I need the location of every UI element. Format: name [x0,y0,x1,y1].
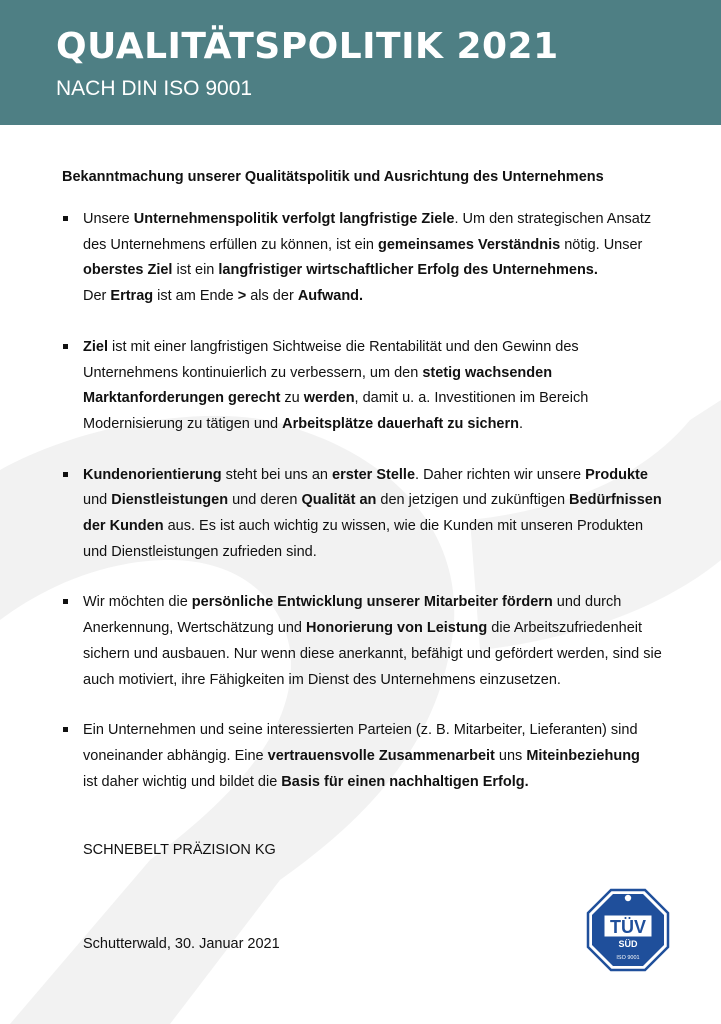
text-run: ist daher wichtig und bildet die [83,773,282,790]
company-name: SCHNEBELT PRÄZISION KG [83,842,276,858]
tuv-sud-seal-logo [586,888,670,972]
text-run: Modernisierung zu tätigen und [83,415,283,432]
seal-iso-lettering: ISO 9001 [616,955,640,961]
text-run: Wir möchten die [83,594,192,611]
place-and-date: Schutterwald, 30. Januar 2021 [83,936,280,952]
text-run: , damit u. a. Investitionen im Bereich [354,390,589,407]
text-run: die Arbeitszufriedenheit [487,620,643,637]
text-run: Unternehmens kontinuierlich zu verbessern, um den [83,364,423,381]
bold-text-run: Aufwand. [297,288,364,305]
bold-text-run: gemeinsames Verständnis [378,236,561,253]
policy-bullet-item [62,463,682,566]
bold-text-run: > [237,288,247,305]
text-run: Der [83,288,111,305]
bold-text-run: Dienstleistungen [111,492,229,509]
text-run: des Unternehmens erfüllen zu können, ist ein [83,236,379,253]
bullet-text [83,590,682,693]
bold-text-run: Miteinbeziehung [526,747,640,764]
policy-bullet-item [62,590,682,693]
bold-text-run: oberstes Ziel [83,262,173,279]
bold-text-run: Unternehmenspolitik verfolgt langfristige Ziele [133,211,455,227]
text-run: steht bei uns an [221,466,332,483]
bullet-marker-icon [63,216,68,221]
text-run: voneinander abhängig. Eine [83,747,268,764]
bold-text-run: Ziel [83,338,108,355]
bullet-marker-icon [63,472,68,477]
header-banner [0,0,721,125]
bold-text-run: Produkte [585,466,648,483]
bold-text-run: Qualität an [301,492,377,509]
text-run: Unsere [83,211,134,227]
bold-text-run: Marktanforderungen gerecht [83,390,281,407]
document-title: QUALITÄTSPOLITIK 2021 [56,26,559,67]
bold-text-run: persönliche Entwicklung unserer Mitarbeiter fördern [191,594,553,611]
bold-text-run: stetig wachsenden [422,364,553,381]
text-run: . [519,415,524,432]
text-run: und deren [228,492,302,509]
bold-text-run: Bedürfnissen [569,492,662,509]
bold-text-run: Basis für einen nachhaltigen Erfolg. [281,773,529,790]
seal-sud-lettering: SÜD [618,939,638,949]
text-run: . Um den strategischen Ansatz [454,211,652,227]
bullet-marker-icon [63,344,68,349]
text-run: Anerkennung, Wertschätzung und [83,620,307,637]
bullet-text [83,718,682,795]
bold-text-run: Honorierung von Leistung [306,620,488,637]
bold-text-run: vertrauensvolle Zusammenarbeit [267,747,495,764]
text-run: . Daher richten wir unsere [415,466,586,483]
text-run: und Dienstleistungen zufrieden sind. [83,543,317,560]
text-run: zu [280,390,304,407]
text-run: und [83,492,112,509]
text-run: nötig. Unser [560,236,643,253]
text-run: Ein Unternehmen und seine interessierten Parteien (z. B. Mitarbeiter, Lieferanten) sind [83,722,638,739]
text-run: und durch [552,594,622,611]
policy-bullet-item [62,207,682,310]
document-subtitle: NACH DIN ISO 9001 [56,77,253,100]
text-run: auch motiviert, ihre Fähigkeiten im Dienst des Unternehmens einzusetzen. [83,671,561,688]
intro-heading: Bekanntmachung unserer Qualitätspolitik und Ausrichtung des Unternehmens [62,169,604,185]
bold-text-run: langfristiger wirtschaftlicher Erfolg des Unternehmens. [218,262,598,279]
text-run: ist am Ende [153,288,238,305]
seal-tuv-lettering: TÜV [610,917,646,937]
text-run: ist ein [172,262,219,279]
bullet-text [83,463,682,566]
bold-text-run: werden [303,390,355,407]
bullet-text [83,207,682,310]
bold-text-run: Kundenorientierung [83,466,222,483]
bold-text-run: Ertrag [110,288,154,305]
text-run: aus. Es ist auch wichtig zu wissen, wie die Kunden mit unseren Produkten [163,518,644,535]
text-run: den jetzigen und zukünftigen [376,492,570,509]
text-run: als der [246,288,298,305]
policy-bullet-item [62,335,682,438]
bullet-marker-icon [63,599,68,604]
bold-text-run: der Kunden [83,518,164,535]
text-run: sichern und ausbauen. Nur wenn diese anerkannt, befähigt und gefördert werden, sind sie [83,645,662,662]
bullet-text [83,335,682,438]
text-run: ist mit einer langfristigen Sichtweise die Rentabilität und den Gewinn des [107,338,579,355]
policy-bullet-list [62,207,682,795]
bullet-marker-icon [63,727,68,732]
bold-text-run: erster Stelle [332,466,416,483]
text-run: uns [494,747,527,764]
policy-bullet-item [62,718,682,795]
bold-text-run: Arbeitsplätze dauerhaft zu sichern [282,415,519,432]
